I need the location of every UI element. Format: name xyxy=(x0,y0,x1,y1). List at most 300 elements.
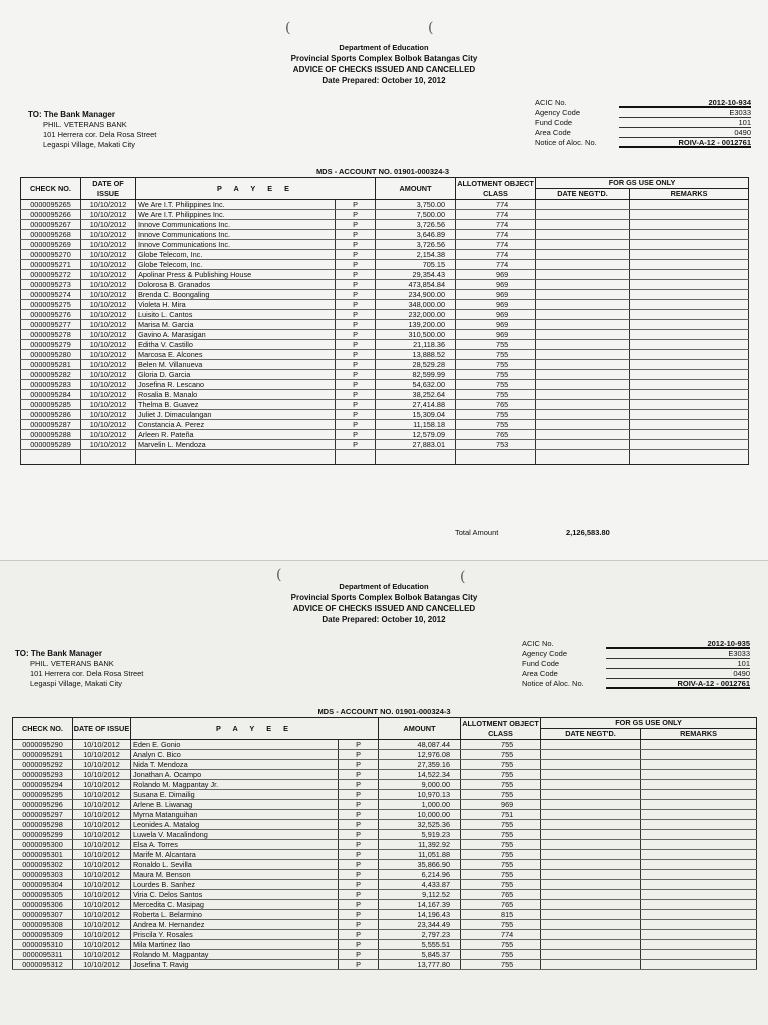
row-amount: 5,555.51 xyxy=(379,940,461,950)
row-date-negtd xyxy=(536,310,630,320)
row-date-of-issue: 10/10/2012 xyxy=(81,260,136,270)
row-date-of-issue: 10/10/2012 xyxy=(73,830,131,840)
row-date-of-issue: 10/10/2012 xyxy=(81,330,136,340)
row-payee: Marvelin L. Mendoza xyxy=(136,440,336,450)
table-row xyxy=(13,850,757,860)
table-row xyxy=(21,200,749,210)
scan-mark: ( xyxy=(460,569,466,585)
row-date-of-issue: 10/10/2012 xyxy=(73,890,131,900)
row-remarks xyxy=(630,300,749,310)
document-title: ADVICE OF CHECKS ISSUED AND CANCELLED xyxy=(292,65,476,74)
row-remarks xyxy=(630,320,749,330)
table-row xyxy=(13,810,757,820)
row-amount: 139,200.00 xyxy=(376,320,456,330)
row-date-of-issue: 10/10/2012 xyxy=(73,950,131,960)
row-payee: Priscila Y. Rosales xyxy=(131,930,339,940)
row-date-of-issue: 10/10/2012 xyxy=(81,210,136,220)
row-date-of-issue: 10/10/2012 xyxy=(73,820,131,830)
row-payee: Jonathan A. Ocampo xyxy=(131,770,339,780)
row-amount: 10,000.00 xyxy=(379,810,461,820)
row-check-no: 0000095284 xyxy=(21,390,81,400)
row-date-negtd xyxy=(541,820,641,830)
addressee-to: TO: The Bank Manager xyxy=(28,110,115,119)
row-check-no: 0000095300 xyxy=(13,840,73,850)
row-date-negtd xyxy=(541,930,641,940)
bank-city: Legaspi Village, Makati City xyxy=(30,679,122,688)
table-row xyxy=(13,780,757,790)
row-payee: Rosalia B. Manalo xyxy=(136,390,336,400)
table-row xyxy=(13,910,757,920)
row-payee: Arleen R. Pateña xyxy=(136,430,336,440)
row-amount: 11,392.92 xyxy=(379,840,461,850)
row-date-negtd xyxy=(541,870,641,880)
row-flag: P xyxy=(336,210,376,220)
row-check-no: 0000095292 xyxy=(13,760,73,770)
row-check-no: 0000095311 xyxy=(13,950,73,960)
row-flag: P xyxy=(339,850,379,860)
row-flag: P xyxy=(336,340,376,350)
row-amount: 35,866.90 xyxy=(379,860,461,870)
row-check-no: 0000095269 xyxy=(21,240,81,250)
row-remarks xyxy=(641,740,757,750)
row-check-no: 0000095310 xyxy=(13,940,73,950)
row-payee: Elsa A. Torres xyxy=(131,840,339,850)
row-object-class: 969 xyxy=(456,330,536,340)
row-date-of-issue: 10/10/2012 xyxy=(73,750,131,760)
row-object-class: 969 xyxy=(456,270,536,280)
row-remarks xyxy=(641,820,757,830)
blank-cell xyxy=(456,450,536,465)
total-amount-value: 2,126,583.80 xyxy=(566,528,610,537)
row-flag: P xyxy=(339,930,379,940)
row-payee: Leonides A. Matalog xyxy=(131,820,339,830)
col-payee: P A Y E E xyxy=(136,178,376,200)
checks-table xyxy=(20,177,749,465)
row-date-negtd xyxy=(541,840,641,850)
row-date-of-issue: 10/10/2012 xyxy=(81,430,136,440)
row-amount: 9,000.00 xyxy=(379,780,461,790)
row-remarks xyxy=(630,310,749,320)
col-date-of-issue: DATE OF ISSUE xyxy=(73,718,131,740)
row-payee: Lourdes B. Sanhez xyxy=(131,880,339,890)
row-payee: Globe Telecom, Inc. xyxy=(136,250,336,260)
col-date-negtd: DATE NEGT'D. xyxy=(541,729,641,740)
row-remarks xyxy=(630,410,749,420)
row-date-negtd xyxy=(541,900,641,910)
info-label: ACIC No. xyxy=(522,639,554,648)
document-title: ADVICE OF CHECKS ISSUED AND CANCELLED xyxy=(292,604,476,613)
row-flag: P xyxy=(336,370,376,380)
row-remarks xyxy=(641,860,757,870)
row-flag: P xyxy=(336,310,376,320)
table-row xyxy=(13,830,757,840)
row-check-no: 0000095302 xyxy=(13,860,73,870)
row-object-class: 969 xyxy=(456,320,536,330)
row-check-no: 0000095280 xyxy=(21,350,81,360)
row-date-negtd xyxy=(536,440,630,450)
row-check-no: 0000095297 xyxy=(13,810,73,820)
table-row xyxy=(21,280,749,290)
table-row xyxy=(21,310,749,320)
table-row xyxy=(13,900,757,910)
row-amount: 29,354.43 xyxy=(376,270,456,280)
row-object-class: 755 xyxy=(461,940,541,950)
row-amount: 3,750.00 xyxy=(376,200,456,210)
row-flag: P xyxy=(336,300,376,310)
table-row xyxy=(13,920,757,930)
row-object-class: 755 xyxy=(461,820,541,830)
row-payee: Constancia A. Perez xyxy=(136,420,336,430)
row-payee: Dolorosa B. Granados xyxy=(136,280,336,290)
row-date-negtd xyxy=(536,300,630,310)
row-check-no: 0000095266 xyxy=(21,210,81,220)
row-object-class: 755 xyxy=(461,750,541,760)
row-object-class: 755 xyxy=(461,960,541,970)
acic-info-block xyxy=(522,639,750,689)
row-check-no: 0000095278 xyxy=(21,330,81,340)
row-payee: Ronaldo L. Sevilla xyxy=(131,860,339,870)
info-value: 2012-10-934 xyxy=(708,98,751,107)
row-check-no: 0000095270 xyxy=(21,250,81,260)
row-flag: P xyxy=(336,420,376,430)
row-object-class: 755 xyxy=(461,920,541,930)
office-name: Provincial Sports Complex Bolbok Batangas City xyxy=(290,54,478,63)
row-flag: P xyxy=(339,820,379,830)
row-date-negtd xyxy=(536,220,630,230)
col-check-no: CHECK NO. xyxy=(21,178,81,200)
row-payee: Luisito L. Cantos xyxy=(136,310,336,320)
info-value: 2012-10-935 xyxy=(707,639,750,648)
row-amount: 3,726.56 xyxy=(376,220,456,230)
row-remarks xyxy=(630,260,749,270)
row-flag: P xyxy=(336,380,376,390)
row-flag: P xyxy=(336,230,376,240)
row-date-of-issue: 10/10/2012 xyxy=(73,840,131,850)
row-date-negtd xyxy=(541,920,641,930)
addressee-to: TO: The Bank Manager xyxy=(15,649,102,658)
info-label: Area Code xyxy=(535,128,571,137)
row-flag: P xyxy=(336,280,376,290)
row-date-negtd xyxy=(541,760,641,770)
row-flag: P xyxy=(336,320,376,330)
row-flag: P xyxy=(339,760,379,770)
row-check-no: 0000095287 xyxy=(21,420,81,430)
row-amount: 27,883.01 xyxy=(376,440,456,450)
table-row xyxy=(21,220,749,230)
row-remarks xyxy=(641,890,757,900)
row-check-no: 0000095288 xyxy=(21,430,81,440)
col-date-of-issue: DATE OF ISSUE xyxy=(81,178,136,200)
table-row xyxy=(13,820,757,830)
row-payee: Andrea M. Hernandez xyxy=(131,920,339,930)
checks-table-body xyxy=(13,740,757,970)
row-remarks xyxy=(630,340,749,350)
row-flag: P xyxy=(336,240,376,250)
row-payee: Analyn C. Bico xyxy=(131,750,339,760)
row-object-class: 774 xyxy=(456,220,536,230)
table-row xyxy=(21,210,749,220)
row-flag: P xyxy=(339,910,379,920)
row-date-of-issue: 10/10/2012 xyxy=(81,390,136,400)
row-date-of-issue: 10/10/2012 xyxy=(81,420,136,430)
table-row xyxy=(13,890,757,900)
row-date-of-issue: 10/10/2012 xyxy=(81,440,136,450)
row-remarks xyxy=(641,900,757,910)
table-row xyxy=(21,320,749,330)
bank-name: PHIL. VETERANS BANK xyxy=(43,120,127,129)
row-object-class: 765 xyxy=(461,890,541,900)
account-number: MDS - ACCOUNT NO. 01901-000324-3 xyxy=(315,167,450,176)
row-check-no: 0000095304 xyxy=(13,880,73,890)
row-date-of-issue: 10/10/2012 xyxy=(73,860,131,870)
row-payee: Mila Martinez Ilao xyxy=(131,940,339,950)
row-payee: Globe Telecom, Inc. xyxy=(136,260,336,270)
col-remarks: REMARKS xyxy=(641,729,757,740)
row-payee: Brenda C. Boongaling xyxy=(136,290,336,300)
row-flag: P xyxy=(339,770,379,780)
department-name: Department of Education xyxy=(339,582,429,591)
row-flag: P xyxy=(339,740,379,750)
row-object-class: 969 xyxy=(456,310,536,320)
row-check-no: 0000095265 xyxy=(21,200,81,210)
row-payee: Rolando M. Magpantay Jr. xyxy=(131,780,339,790)
row-date-negtd xyxy=(536,200,630,210)
col-allotment: ALLOTMENT OBJECT CLASS xyxy=(457,178,534,198)
row-amount: 12,976.08 xyxy=(379,750,461,760)
table-row xyxy=(21,340,749,350)
blank-cell xyxy=(336,450,376,465)
row-date-of-issue: 10/10/2012 xyxy=(81,300,136,310)
row-date-negtd xyxy=(536,400,630,410)
row-date-of-issue: 10/10/2012 xyxy=(81,410,136,420)
col-amount: AMOUNT xyxy=(379,718,461,740)
row-remarks xyxy=(641,960,757,970)
row-date-of-issue: 10/10/2012 xyxy=(73,940,131,950)
row-date-of-issue: 10/10/2012 xyxy=(81,250,136,260)
row-amount: 7,500.00 xyxy=(376,210,456,220)
info-value: 0490 xyxy=(733,669,750,678)
row-date-negtd xyxy=(536,380,630,390)
bank-name: PHIL. VETERANS BANK xyxy=(30,659,114,668)
row-remarks xyxy=(630,250,749,260)
row-object-class: 755 xyxy=(461,860,541,870)
table-row xyxy=(13,960,757,970)
row-remarks xyxy=(630,370,749,380)
table-row xyxy=(21,290,749,300)
row-payee: Editha V. Castillo xyxy=(136,340,336,350)
row-object-class: 774 xyxy=(456,230,536,240)
row-flag: P xyxy=(336,410,376,420)
row-check-no: 0000095309 xyxy=(13,930,73,940)
row-payee: Marife M. Alcantara xyxy=(131,850,339,860)
row-date-of-issue: 10/10/2012 xyxy=(73,920,131,930)
row-object-class: 765 xyxy=(461,900,541,910)
row-date-negtd xyxy=(541,780,641,790)
row-date-of-issue: 10/10/2012 xyxy=(73,960,131,970)
row-check-no: 0000095281 xyxy=(21,360,81,370)
table-row xyxy=(21,270,749,280)
row-check-no: 0000095282 xyxy=(21,370,81,380)
addressee-block xyxy=(15,649,143,689)
row-date-of-issue: 10/10/2012 xyxy=(73,930,131,940)
blank-cell xyxy=(21,450,81,465)
row-date-negtd xyxy=(541,850,641,860)
info-value: ROIV-A-12 - 0012761 xyxy=(678,138,751,147)
row-check-no: 0000095289 xyxy=(21,440,81,450)
table-row xyxy=(21,260,749,270)
row-remarks xyxy=(641,870,757,880)
scan-mark: ( xyxy=(285,20,291,36)
row-payee: Marcosa E. Alcones xyxy=(136,350,336,360)
date-prepared: Date Prepared: October 10, 2012 xyxy=(322,76,446,85)
table-row xyxy=(21,390,749,400)
row-check-no: 0000095303 xyxy=(13,870,73,880)
table-row xyxy=(13,760,757,770)
row-amount: 4,433.87 xyxy=(379,880,461,890)
row-check-no: 0000095295 xyxy=(13,790,73,800)
row-amount: 473,854.84 xyxy=(376,280,456,290)
row-date-negtd xyxy=(536,360,630,370)
row-object-class: 774 xyxy=(456,250,536,260)
total-amount-label: Total Amount xyxy=(455,528,499,537)
row-date-negtd xyxy=(536,320,630,330)
row-flag: P xyxy=(339,880,379,890)
row-date-negtd xyxy=(541,910,641,920)
row-flag: P xyxy=(336,350,376,360)
row-date-negtd xyxy=(541,950,641,960)
row-amount: 14,196.43 xyxy=(379,910,461,920)
info-value: E3033 xyxy=(729,108,751,117)
row-check-no: 0000095299 xyxy=(13,830,73,840)
row-amount: 348,000.00 xyxy=(376,300,456,310)
row-flag: P xyxy=(336,290,376,300)
row-remarks xyxy=(641,880,757,890)
info-value: E3033 xyxy=(728,649,750,658)
row-date-of-issue: 10/10/2012 xyxy=(81,340,136,350)
row-date-of-issue: 10/10/2012 xyxy=(73,770,131,780)
row-object-class: 755 xyxy=(456,340,536,350)
row-object-class: 755 xyxy=(461,770,541,780)
row-check-no: 0000095301 xyxy=(13,850,73,860)
row-date-negtd xyxy=(541,750,641,760)
blank-cell xyxy=(630,450,749,465)
info-value: 101 xyxy=(737,659,750,668)
row-amount: 38,252.64 xyxy=(376,390,456,400)
row-date-negtd xyxy=(536,410,630,420)
date-prepared: Date Prepared: October 10, 2012 xyxy=(322,615,446,624)
row-date-of-issue: 10/10/2012 xyxy=(81,230,136,240)
row-amount: 2,797.23 xyxy=(379,930,461,940)
info-value: 101 xyxy=(738,118,751,127)
row-flag: P xyxy=(336,250,376,260)
row-date-negtd xyxy=(541,940,641,950)
row-date-of-issue: 10/10/2012 xyxy=(81,220,136,230)
row-check-no: 0000095274 xyxy=(21,290,81,300)
row-date-of-issue: 10/10/2012 xyxy=(81,320,136,330)
row-object-class: 755 xyxy=(461,790,541,800)
table-row xyxy=(13,800,757,810)
row-date-of-issue: 10/10/2012 xyxy=(81,240,136,250)
table-row xyxy=(21,400,749,410)
row-amount: 14,167.39 xyxy=(379,900,461,910)
row-amount: 11,158.18 xyxy=(376,420,456,430)
row-payee: Nida T. Mendoza xyxy=(131,760,339,770)
row-remarks xyxy=(630,280,749,290)
row-amount: 54,632.00 xyxy=(376,380,456,390)
row-payee: Josefina T. Ravig xyxy=(131,960,339,970)
row-payee: Eden E. Gonio xyxy=(131,740,339,750)
row-check-no: 0000095277 xyxy=(21,320,81,330)
row-remarks xyxy=(641,760,757,770)
row-remarks xyxy=(630,390,749,400)
row-remarks xyxy=(630,430,749,440)
row-check-no: 0000095290 xyxy=(13,740,73,750)
row-object-class: 755 xyxy=(461,880,541,890)
row-date-of-issue: 10/10/2012 xyxy=(73,780,131,790)
row-remarks xyxy=(641,780,757,790)
row-remarks xyxy=(641,750,757,760)
row-date-of-issue: 10/10/2012 xyxy=(73,810,131,820)
row-check-no: 0000095273 xyxy=(21,280,81,290)
row-flag: P xyxy=(339,840,379,850)
row-remarks xyxy=(630,380,749,390)
row-object-class: 755 xyxy=(456,370,536,380)
row-amount: 23,344.49 xyxy=(379,920,461,930)
blank-cell xyxy=(536,450,630,465)
row-flag: P xyxy=(336,440,376,450)
row-flag: P xyxy=(339,940,379,950)
row-object-class: 755 xyxy=(456,360,536,370)
row-amount: 32,525.36 xyxy=(379,820,461,830)
row-remarks xyxy=(641,830,757,840)
row-object-class: 969 xyxy=(456,290,536,300)
row-remarks xyxy=(630,350,749,360)
row-flag: P xyxy=(336,330,376,340)
account-number: MDS - ACCOUNT NO. 01901-000324-3 xyxy=(317,707,451,716)
row-date-negtd xyxy=(536,390,630,400)
row-remarks xyxy=(630,230,749,240)
row-date-of-issue: 10/10/2012 xyxy=(81,280,136,290)
row-date-of-issue: 10/10/2012 xyxy=(81,370,136,380)
row-object-class: 774 xyxy=(461,930,541,940)
row-amount: 13,777.80 xyxy=(379,960,461,970)
row-payee: We Are I.T. Philippines Inc. xyxy=(136,200,336,210)
row-check-no: 0000095308 xyxy=(13,920,73,930)
row-remarks xyxy=(630,330,749,340)
info-label: Fund Code xyxy=(522,659,560,668)
info-label: Fund Code xyxy=(535,118,573,127)
row-object-class: 755 xyxy=(456,390,536,400)
row-payee: Maura M. Benson xyxy=(131,870,339,880)
row-remarks xyxy=(641,920,757,930)
row-check-no: 0000095276 xyxy=(21,310,81,320)
row-payee: Innove Communications Inc. xyxy=(136,240,336,250)
row-remarks xyxy=(641,850,757,860)
table-row-blank xyxy=(21,450,749,465)
row-amount: 3,646.89 xyxy=(376,230,456,240)
row-flag: P xyxy=(336,360,376,370)
row-date-of-issue: 10/10/2012 xyxy=(73,870,131,880)
table-row xyxy=(13,950,757,960)
row-date-negtd xyxy=(536,430,630,440)
table-row xyxy=(21,240,749,250)
row-check-no: 0000095291 xyxy=(13,750,73,760)
row-flag: P xyxy=(339,920,379,930)
row-date-negtd xyxy=(536,260,630,270)
acic-page-2 xyxy=(0,560,768,1025)
row-date-of-issue: 10/10/2012 xyxy=(81,400,136,410)
acic-info-block xyxy=(535,98,751,148)
